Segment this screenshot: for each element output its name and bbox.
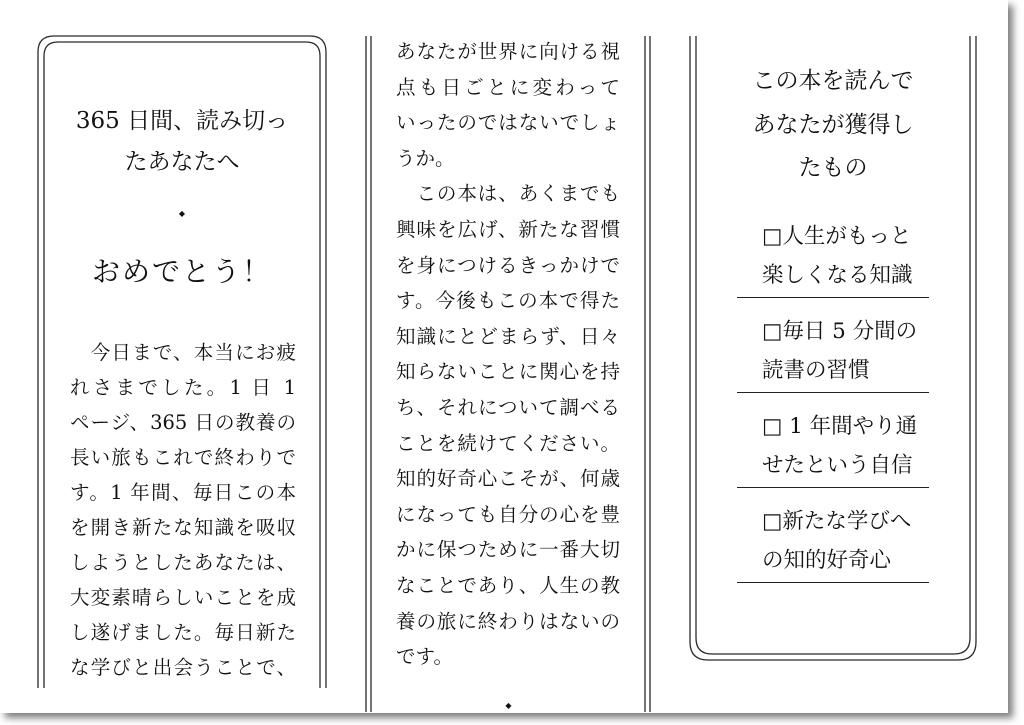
right-heading xyxy=(696,60,970,191)
checklist-line: せたという自信 xyxy=(762,452,913,478)
checklist-line: 楽しくなる知識 xyxy=(762,262,913,288)
body-line: を身につけるきっかけで xyxy=(396,253,620,277)
diamond-ornament: ◆ xyxy=(178,209,186,218)
congrats-title: おめでとう！ xyxy=(91,255,272,288)
checklist xyxy=(737,203,929,583)
checklist-line: □人生がもっと xyxy=(762,224,912,249)
checklist-line: 読書の習慣 xyxy=(762,357,870,383)
body-line: です。 xyxy=(396,645,453,669)
body-line: を開き新たな知識を吸収 xyxy=(70,516,296,539)
left-body-text xyxy=(70,335,296,685)
body-line: しようとしたあなたは、 xyxy=(70,551,296,574)
body-line: す。今後もこの本で得た xyxy=(396,289,620,313)
body-line: かに保つために一番大切 xyxy=(396,538,620,562)
body-line: 知識にとどまらず、日々 xyxy=(396,324,620,348)
body-line: 点も日ごとに変わって xyxy=(396,75,620,99)
body-line: うか。 xyxy=(396,146,455,170)
checklist-line: □毎日 5 分間の xyxy=(762,319,918,344)
right-heading-line: あなたが獲得し xyxy=(752,111,914,138)
body-line: し遂げました。毎日新た xyxy=(70,621,296,644)
middle-body-text xyxy=(396,34,620,675)
right-heading-line: この本を読んで xyxy=(752,68,914,94)
checklist-item xyxy=(737,203,929,298)
checklist-line: □新たな学びへ xyxy=(762,509,912,534)
body-line: ち、それについて調べる xyxy=(396,395,620,419)
diamond-ornament: ◆ xyxy=(505,701,512,710)
body-line: 養の旅に終わりはないの xyxy=(396,609,620,633)
left-heading xyxy=(44,101,320,183)
left-heading-line: たあなたへ xyxy=(124,149,240,175)
body-line: 知らないことに関心を持 xyxy=(396,360,620,384)
body-line: 興味を広げ、新たな習慣 xyxy=(396,217,620,241)
body-line: な学びと出会うことで、 xyxy=(70,656,296,679)
right-heading-line: たもの xyxy=(798,155,868,181)
body-line: れさまでした。1 日 1 xyxy=(70,376,296,399)
checklist-item xyxy=(737,488,929,583)
checklist-line: の知的好奇心 xyxy=(762,547,892,573)
checklist-line: □ 1 年間やり通 xyxy=(762,414,918,439)
body-line: この本は、あくまでも xyxy=(396,182,620,206)
body-line: 大変素晴らしいことを成 xyxy=(70,586,296,609)
body-line: 今日まで、本当にお疲 xyxy=(70,341,296,364)
body-line: 長い旅もこれで終わりで xyxy=(70,446,296,469)
body-line: いったのではないでしょ xyxy=(396,111,620,135)
body-line: なことであり、人生の教 xyxy=(396,573,620,597)
body-line: ことを続けてください。 xyxy=(396,431,620,455)
body-line: になっても自分の心を豊 xyxy=(396,502,620,526)
left-heading-line: 365 日間、読み切っ xyxy=(75,108,289,134)
checklist-item xyxy=(737,393,929,488)
checklist-item xyxy=(737,298,929,393)
body-line: す。1 年間、毎日この本 xyxy=(70,481,296,504)
body-line: 知的好奇心こそが、何歳 xyxy=(396,467,620,491)
body-line: あなたが世界に向ける視 xyxy=(396,40,620,63)
body-line: ページ、365 日の教養の xyxy=(70,411,296,434)
